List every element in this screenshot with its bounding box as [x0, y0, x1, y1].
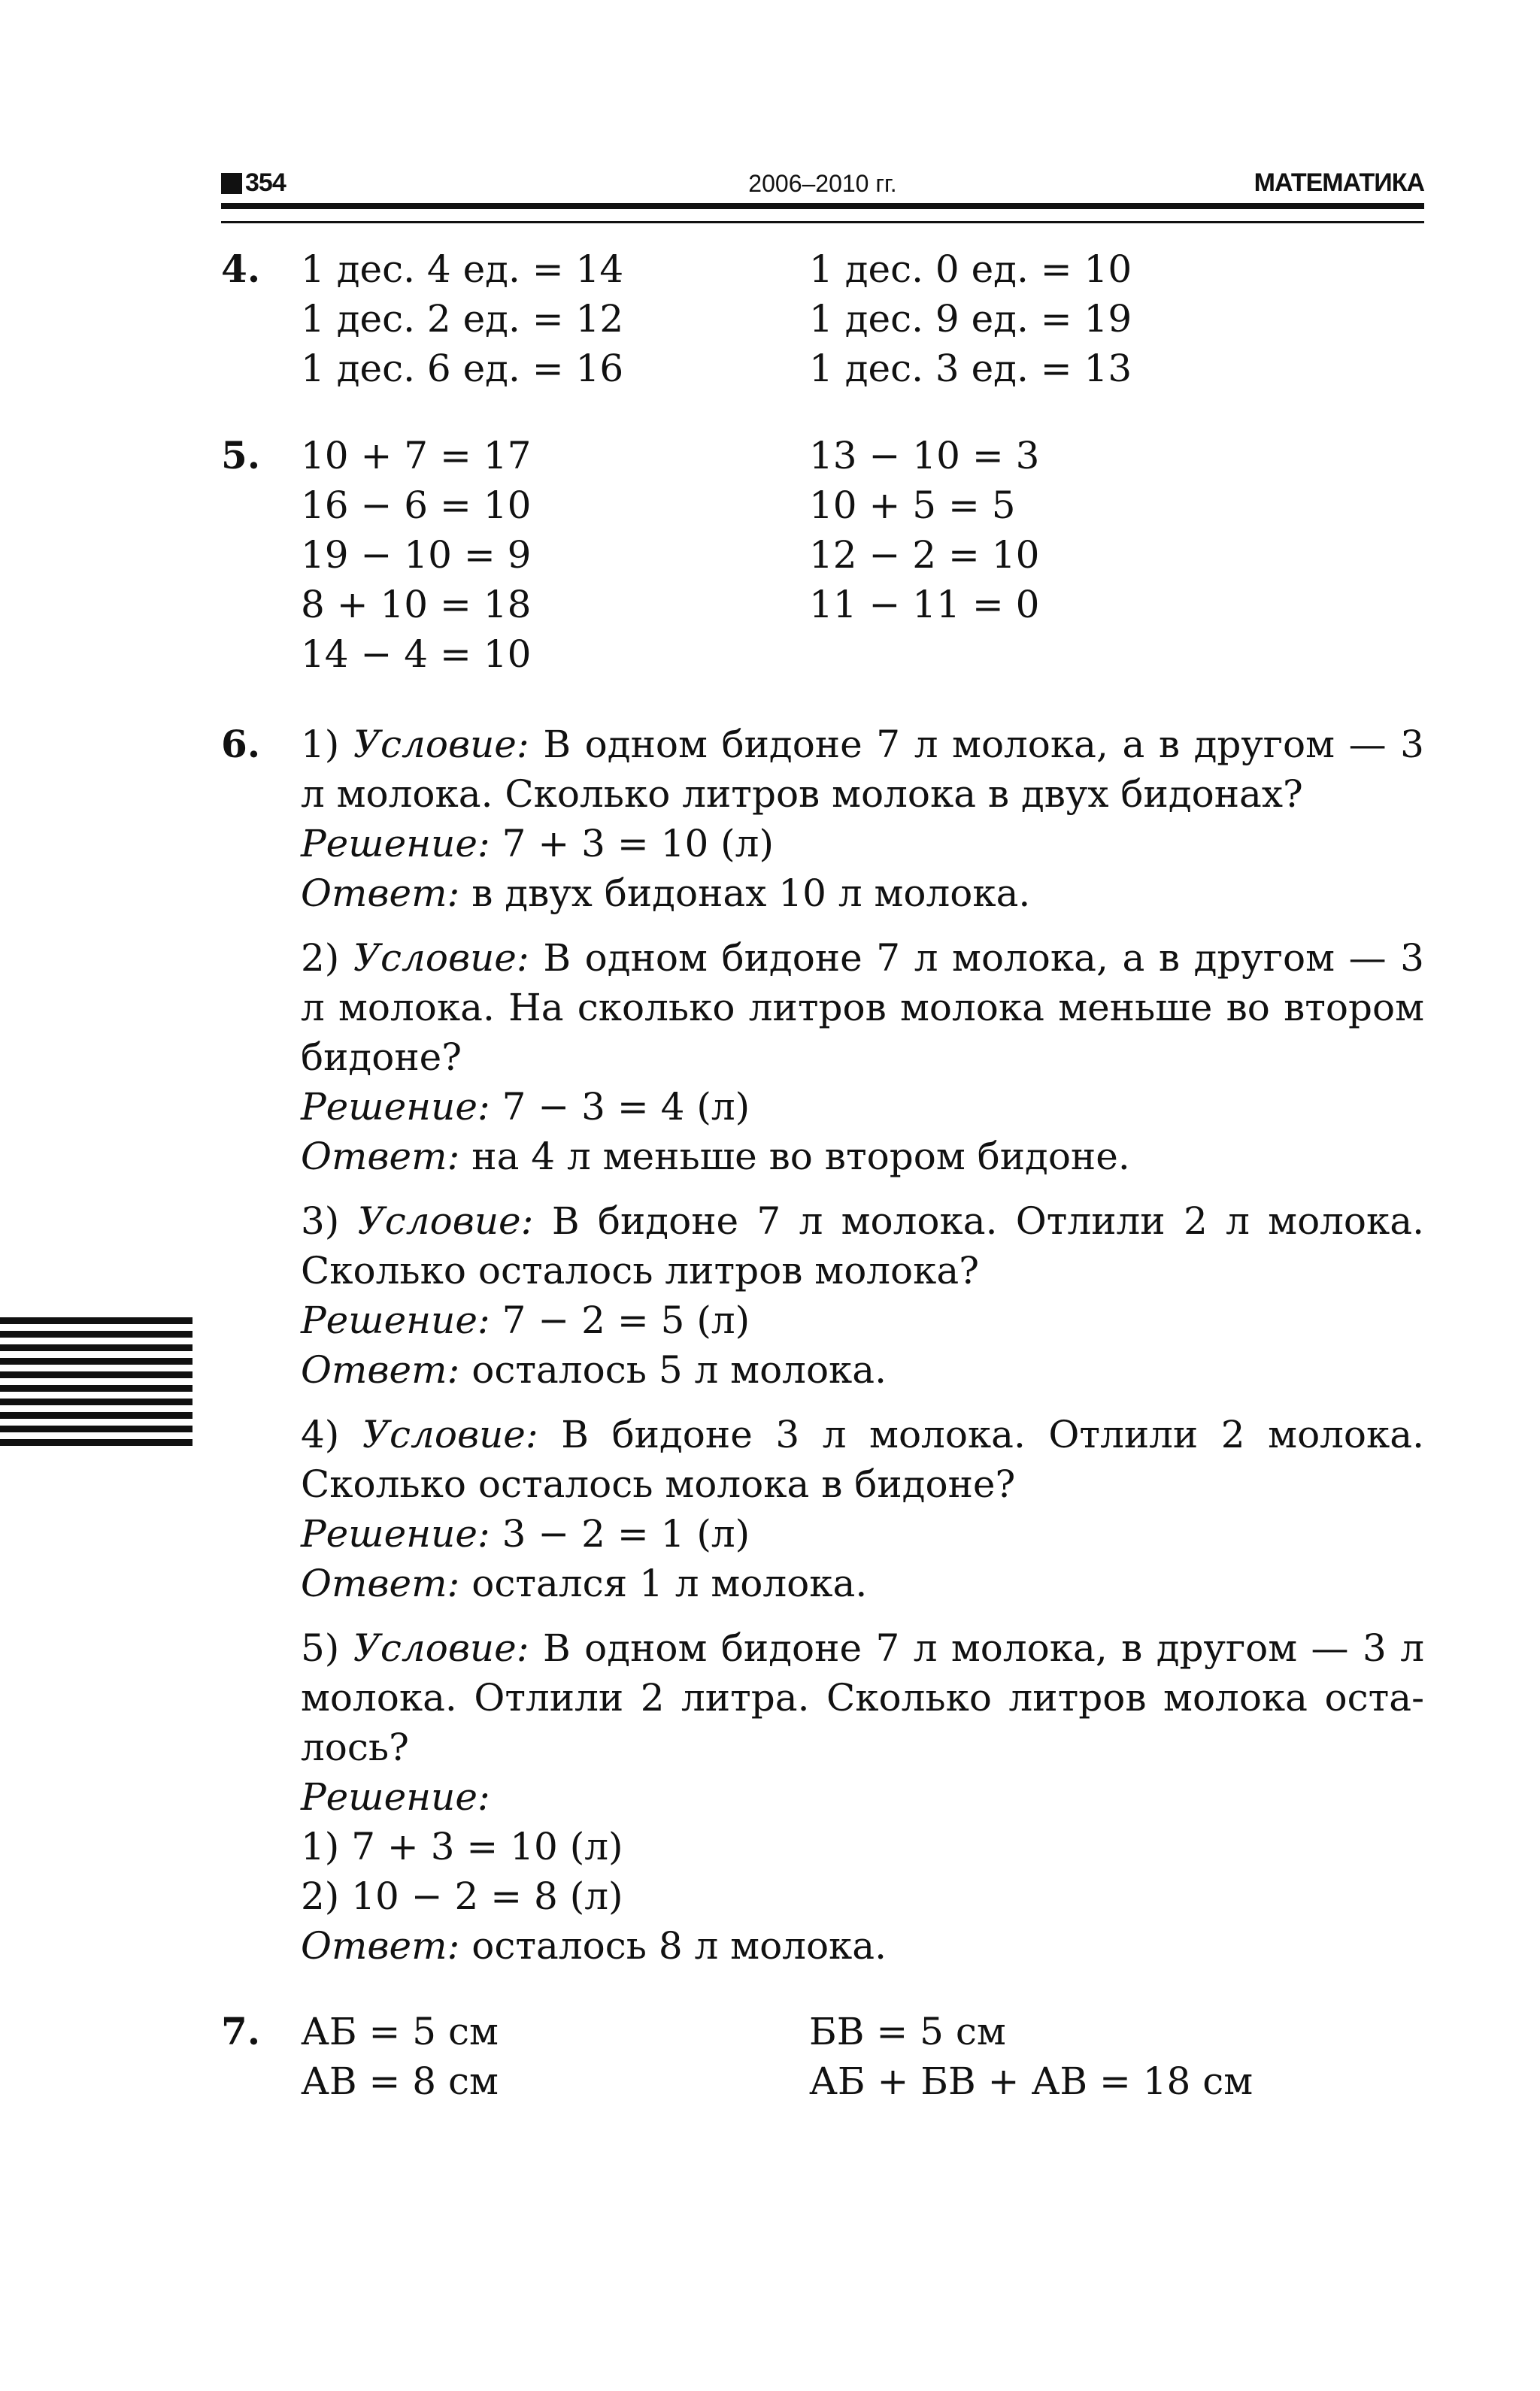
- column-left: [301, 431, 809, 679]
- subtask-4: [301, 1410, 1424, 1608]
- margin-bar: [0, 1358, 192, 1365]
- condition-label: Условие:: [353, 723, 529, 766]
- page-content: [221, 244, 1424, 2106]
- task-7: [221, 2007, 1424, 2106]
- equation-line: АБ + БВ + АВ = 18 см: [809, 2059, 1254, 2103]
- margin-bar: [0, 1412, 192, 1419]
- solution-text: 3 − 2 = 1 (л): [502, 1512, 750, 1556]
- condition-label: Условие:: [357, 1199, 534, 1243]
- subtask-2: [301, 933, 1424, 1181]
- task-number: 6.: [221, 722, 261, 766]
- answer-line: [301, 1345, 1424, 1395]
- equation-line: 11 − 11 = 0: [809, 583, 1040, 626]
- equation-line: 1 дес. 9 ед. = 19: [809, 297, 1132, 341]
- condition-label: Условие:: [362, 1413, 538, 1456]
- answer-text: на 4 л меньше во втором бидоне.: [471, 1135, 1130, 1178]
- task-5: [221, 431, 1424, 679]
- task-6-body: [301, 720, 1424, 1971]
- header-rule-thin: [221, 221, 1424, 223]
- equation-line: 14 − 4 = 10: [301, 632, 532, 676]
- condition-line: [301, 1623, 1424, 1772]
- equation-line: 10 + 7 = 17: [301, 434, 532, 477]
- task-7-columns: [301, 2007, 1424, 2106]
- answer-line: [301, 1921, 1424, 1971]
- solution-label: Решение:: [301, 1775, 490, 1819]
- condition-line: [301, 1196, 1424, 1296]
- header-rule-thick: [221, 203, 1424, 209]
- subtask-1: [301, 720, 1424, 918]
- condition-text: В бидоне 7 л молока. Отлили 2 л молока. Сколько осталось литров молока?: [301, 1199, 1424, 1292]
- solution-label: Решение:: [301, 1299, 490, 1342]
- subtask-prefix: 3): [301, 1199, 358, 1243]
- solution-label: Решение:: [301, 822, 490, 865]
- column-left: [301, 2007, 809, 2106]
- solution-step: 1) 7 + 3 = 10 (л): [301, 1825, 623, 1868]
- margin-bar: [0, 1385, 192, 1392]
- column-right: [809, 244, 1424, 393]
- subtask-prefix: 1): [301, 723, 353, 766]
- margin-tab-bars: [0, 1317, 192, 1453]
- equation-line: 1 дес. 2 ед. = 12: [301, 297, 624, 341]
- header-years: 2006–2010 гг.: [748, 170, 897, 197]
- answer-text: в двух бидонах 10 л молока.: [471, 871, 1031, 915]
- page-header: [221, 167, 1424, 197]
- equation-line: АБ = 5 см: [301, 2010, 499, 2053]
- condition-text: В одном бидоне 7 л молока, в другом — 3 л молока. Отлили 2 литра. Сколько литров молока осталось?: [301, 1626, 1424, 1769]
- answer-text: остался 1 л молока.: [471, 1562, 868, 1605]
- subtask-prefix: 2): [301, 936, 353, 980]
- subtask-5: [301, 1623, 1424, 1971]
- column-right: [809, 2007, 1424, 2106]
- margin-bar: [0, 1439, 192, 1446]
- equation-line: 1 дес. 4 ед. = 14: [301, 247, 624, 291]
- answer-line: [301, 868, 1424, 918]
- margin-bar: [0, 1344, 192, 1351]
- equation-line: 1 дес. 0 ед. = 10: [809, 247, 1132, 291]
- condition-line: [301, 933, 1424, 1082]
- solution-label: Решение:: [301, 1512, 490, 1556]
- solution-step: 2) 10 − 2 = 8 (л): [301, 1874, 623, 1918]
- task-6: [221, 720, 1424, 1971]
- equation-line: 1 дес. 3 ед. = 13: [809, 347, 1132, 390]
- condition-text: В одном бидоне 7 л молока, а в другом — 3 л молока. На сколько литров молока меньше во втором бидоне?: [301, 936, 1424, 1079]
- condition-label: Условие:: [353, 936, 529, 980]
- condition-text: В одном бидоне 7 л молока, а в другом — 3 л молока. Сколько литров молока в двух бидонах?: [301, 723, 1424, 816]
- task-number: 4.: [221, 247, 261, 291]
- column-left: [301, 244, 809, 393]
- solution-text: 7 + 3 = 10 (л): [502, 822, 774, 865]
- condition-text: В бидоне 3 л молока. Отлили 2 молока. Сколько осталось молока в бидоне?: [301, 1413, 1424, 1506]
- margin-bar: [0, 1371, 192, 1378]
- answer-label: Ответ:: [301, 1562, 460, 1605]
- equation-line: БВ = 5 см: [809, 2010, 1006, 2053]
- equation-line: 19 − 10 = 9: [301, 533, 532, 577]
- condition-label: Условие:: [353, 1626, 529, 1670]
- answer-line: [301, 1132, 1424, 1181]
- equation-line: АВ = 8 см: [301, 2059, 499, 2103]
- task-number: 7.: [221, 2009, 261, 2053]
- solution-line: [301, 1296, 1424, 1345]
- solution-text: 7 − 3 = 4 (л): [502, 1085, 750, 1129]
- margin-bar: [0, 1399, 192, 1405]
- solution-line: [301, 819, 1424, 868]
- header-subject: МАТЕМАТИКА: [1254, 168, 1424, 197]
- answer-line: [301, 1559, 1424, 1608]
- task-4: [221, 244, 1424, 393]
- margin-bar: [0, 1331, 192, 1338]
- subtask-prefix: 4): [301, 1413, 362, 1456]
- answer-label: Ответ:: [301, 1348, 460, 1392]
- equation-line: 12 − 2 = 10: [809, 533, 1040, 577]
- equation-line: 1 дес. 6 ед. = 16: [301, 347, 624, 390]
- answer-label: Ответ:: [301, 1135, 460, 1178]
- equation-line: 10 + 5 = 5: [809, 483, 1016, 527]
- solution-text: 7 − 2 = 5 (л): [502, 1299, 750, 1342]
- solution-label: Решение:: [301, 1085, 490, 1129]
- answer-text: осталось 5 л молока.: [471, 1348, 887, 1392]
- equation-line: 13 − 10 = 3: [809, 434, 1040, 477]
- answer-label: Ответ:: [301, 1924, 460, 1968]
- subtask-3: [301, 1196, 1424, 1395]
- answer-label: Ответ:: [301, 871, 460, 915]
- equation-line: 8 + 10 = 18: [301, 583, 532, 626]
- column-right: [809, 431, 1424, 679]
- margin-bar: [0, 1426, 192, 1432]
- task-5-columns: [301, 431, 1424, 679]
- solution-line: [301, 1082, 1424, 1132]
- solution-line: [301, 1509, 1424, 1559]
- condition-line: [301, 1410, 1424, 1509]
- task-number: 5.: [221, 433, 261, 477]
- answer-text: осталось 8 л молока.: [471, 1924, 887, 1968]
- equation-line: 16 − 6 = 10: [301, 483, 532, 527]
- subtask-prefix: 5): [301, 1626, 353, 1670]
- page-number-text: 354: [245, 168, 286, 197]
- condition-line: [301, 720, 1424, 819]
- margin-bar: [0, 1317, 192, 1324]
- task-4-columns: [301, 244, 1424, 393]
